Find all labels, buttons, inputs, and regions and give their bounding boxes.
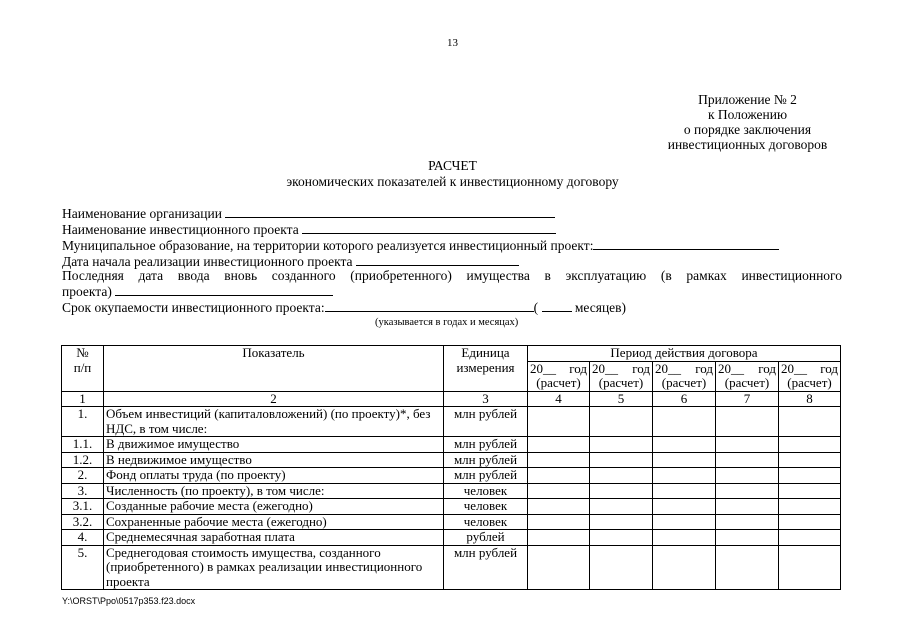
- header-year: [653, 361, 716, 391]
- header-num-line2: п/п: [73, 359, 92, 375]
- value-cell[interactable]: [590, 437, 653, 453]
- header-unit-line2: измерения: [456, 359, 515, 375]
- project-name-field: [62, 221, 556, 237]
- value-cell[interactable]: [716, 545, 779, 590]
- value-cell[interactable]: [590, 514, 653, 530]
- document-subtitle: экономических показателей к инвестиционному договору: [286, 174, 619, 189]
- payback-months-label: месяцев): [574, 300, 627, 315]
- year-calc: (расчет): [787, 375, 832, 390]
- column-number: 2: [104, 391, 444, 407]
- start-date-label: Дата начала реализации инвестиционного проекта: [62, 254, 353, 269]
- header-unit-line1: Единица: [461, 345, 510, 360]
- column-number: 3: [444, 391, 528, 407]
- value-cell[interactable]: [528, 437, 590, 453]
- payback-hint: (указывается в годах и месяцах): [375, 317, 519, 328]
- column-number: 4: [528, 391, 590, 407]
- row-indicator: Численность (по проекту), в том числе:: [104, 483, 444, 499]
- payback-label: Срок окупаемости инвестиционного проекта:: [62, 300, 325, 315]
- value-cell[interactable]: [653, 545, 716, 590]
- value-cell[interactable]: [590, 530, 653, 546]
- row-indicator: Среднемесячная заработная плата: [104, 530, 444, 546]
- table-row: [62, 437, 841, 453]
- row-num: 1.2.: [62, 452, 104, 468]
- row-unit: млн рублей: [444, 407, 528, 437]
- project-name-blank[interactable]: [302, 221, 556, 234]
- table-row: [62, 483, 841, 499]
- org-name-field: [62, 205, 555, 221]
- appendix-line: о порядке заключения: [683, 122, 812, 137]
- row-unit: млн рублей: [444, 468, 528, 484]
- year-suffix: год: [695, 360, 713, 376]
- column-number: 7: [716, 391, 779, 407]
- row-num: 2.: [62, 468, 104, 484]
- header-year: [528, 361, 590, 391]
- value-cell[interactable]: [716, 483, 779, 499]
- payback-years-blank[interactable]: [325, 299, 534, 312]
- value-cell[interactable]: [653, 530, 716, 546]
- row-indicator: Сохраненные рабочие места (ежегодно): [104, 514, 444, 530]
- table-row: [62, 407, 841, 437]
- table-row: [62, 530, 841, 546]
- value-cell[interactable]: [779, 499, 841, 515]
- row-unit: человек: [444, 499, 528, 515]
- table-row: [62, 514, 841, 530]
- value-cell[interactable]: [653, 483, 716, 499]
- year-calc: (расчет): [536, 375, 581, 390]
- asset-date-blank[interactable]: [115, 283, 333, 296]
- value-cell[interactable]: [779, 452, 841, 468]
- row-num: 5.: [62, 545, 104, 590]
- value-cell[interactable]: [528, 530, 590, 546]
- row-indicator: Фонд оплаты труда (по проекту): [104, 468, 444, 484]
- row-unit: млн рублей: [444, 452, 528, 468]
- footer-file-path: Y:\ORST\Ppo\0517p353.f23.docx: [62, 596, 196, 606]
- value-cell[interactable]: [779, 514, 841, 530]
- row-indicator: Среднегодовая стоимость имущества, созданного (приобретенного) в рамках реализации инвестиционного проекта: [104, 545, 444, 590]
- row-indicator: Созданные рабочие места (ежегодно): [104, 499, 444, 515]
- row-num: 1.1.: [62, 437, 104, 453]
- value-cell[interactable]: [716, 452, 779, 468]
- value-cell[interactable]: [779, 530, 841, 546]
- value-cell[interactable]: [716, 437, 779, 453]
- column-number: 5: [590, 391, 653, 407]
- header-indicator: Показатель: [104, 346, 444, 392]
- header-year: [590, 361, 653, 391]
- project-name-label: Наименование инвестиционного проекта: [62, 222, 299, 237]
- appendix-line: Приложение № 2: [698, 92, 797, 107]
- value-cell[interactable]: [716, 499, 779, 515]
- row-num: 4.: [62, 530, 104, 546]
- municipality-field: [62, 237, 779, 253]
- municipality-blank[interactable]: [593, 237, 779, 250]
- row-unit: рублей: [444, 530, 528, 546]
- org-name-blank[interactable]: [225, 205, 555, 218]
- value-cell[interactable]: [779, 468, 841, 484]
- header-year: [779, 361, 841, 391]
- value-cell[interactable]: [653, 452, 716, 468]
- row-num: 3.1.: [62, 499, 104, 515]
- row-num: 3.: [62, 483, 104, 499]
- table-row: [62, 499, 841, 515]
- value-cell[interactable]: [716, 468, 779, 484]
- value-cell[interactable]: [590, 499, 653, 515]
- year-suffix: год: [632, 360, 650, 376]
- payback-months-blank[interactable]: [542, 299, 572, 312]
- value-cell[interactable]: [528, 514, 590, 530]
- row-indicator: Объем инвестиций (капиталовложений) (по проекту)*, без НДС, в том числе:: [104, 407, 444, 437]
- value-cell[interactable]: [590, 452, 653, 468]
- value-cell[interactable]: [779, 545, 841, 590]
- year-prefix: 20__: [718, 360, 744, 376]
- row-num: 1.: [62, 407, 104, 437]
- value-cell[interactable]: [653, 514, 716, 530]
- municipality-label: Муниципальное образование, на территории которого реализуется инвестиционный проект:: [62, 238, 594, 253]
- year-calc: (расчет): [661, 375, 707, 390]
- year-prefix: 20__: [655, 360, 681, 376]
- header-num: [62, 346, 104, 392]
- payback-paren: (: [533, 300, 539, 315]
- header-num-line1: №: [76, 345, 89, 360]
- value-cell[interactable]: [528, 407, 590, 437]
- header-unit: [444, 346, 528, 392]
- value-cell[interactable]: [779, 437, 841, 453]
- year-suffix: год: [569, 360, 587, 376]
- year-prefix: 20__: [781, 360, 807, 376]
- year-prefix: 20__: [592, 360, 618, 376]
- appendix-line: к Положению: [707, 107, 788, 122]
- header-year: [716, 361, 779, 391]
- value-cell[interactable]: [528, 483, 590, 499]
- year-calc: (расчет): [598, 375, 644, 390]
- value-cell[interactable]: [653, 468, 716, 484]
- value-cell[interactable]: [653, 407, 716, 437]
- start-date-blank[interactable]: [356, 253, 519, 266]
- value-cell[interactable]: [590, 468, 653, 484]
- year-suffix: год: [820, 360, 838, 376]
- start-date-field: [62, 253, 519, 269]
- column-number-row: [62, 391, 841, 407]
- page-number: 13: [447, 37, 458, 49]
- year-suffix: год: [758, 360, 776, 376]
- table-row: [62, 452, 841, 468]
- value-cell[interactable]: [716, 514, 779, 530]
- row-unit: человек: [444, 483, 528, 499]
- row-unit: млн рублей: [444, 545, 528, 590]
- value-cell[interactable]: [590, 407, 653, 437]
- value-cell[interactable]: [653, 499, 716, 515]
- value-cell[interactable]: [779, 483, 841, 499]
- value-cell[interactable]: [653, 437, 716, 453]
- year-calc: (расчет): [724, 375, 770, 390]
- row-indicator: В движимое имущество: [104, 437, 444, 453]
- year-prefix: 20__: [530, 360, 556, 376]
- appendix-header: [640, 92, 855, 152]
- column-number: 8: [779, 391, 841, 407]
- value-cell[interactable]: [779, 407, 841, 437]
- org-name-label: Наименование организации: [62, 206, 222, 221]
- appendix-line: инвестиционных договоров: [667, 137, 828, 152]
- header-period: Период действия договора: [528, 346, 841, 362]
- value-cell[interactable]: [528, 452, 590, 468]
- value-cell[interactable]: [716, 530, 779, 546]
- row-unit: человек: [444, 514, 528, 530]
- asset-date-label-line1: Последняя дата ввода вновь созданного (приобретенного) имущества в эксплуатацию (в рамках инвестиционного: [62, 268, 842, 283]
- document-title: РАСЧЕТ: [428, 158, 477, 173]
- value-cell[interactable]: [590, 483, 653, 499]
- row-unit: млн рублей: [444, 437, 528, 453]
- value-cell[interactable]: [716, 407, 779, 437]
- value-cell[interactable]: [528, 545, 590, 590]
- payback-field: [62, 299, 626, 315]
- value-cell[interactable]: [528, 499, 590, 515]
- table-row: [62, 468, 841, 484]
- row-indicator: В недвижимое имущество: [104, 452, 444, 468]
- table-row: [62, 545, 841, 590]
- column-number: 6: [653, 391, 716, 407]
- column-number: 1: [62, 391, 104, 407]
- indicators-table: [61, 345, 841, 590]
- asset-date-label-line2: проекта): [62, 284, 112, 299]
- value-cell[interactable]: [528, 468, 590, 484]
- asset-date-field-line2: [62, 283, 333, 299]
- row-num: 3.2.: [62, 514, 104, 530]
- value-cell[interactable]: [590, 545, 653, 590]
